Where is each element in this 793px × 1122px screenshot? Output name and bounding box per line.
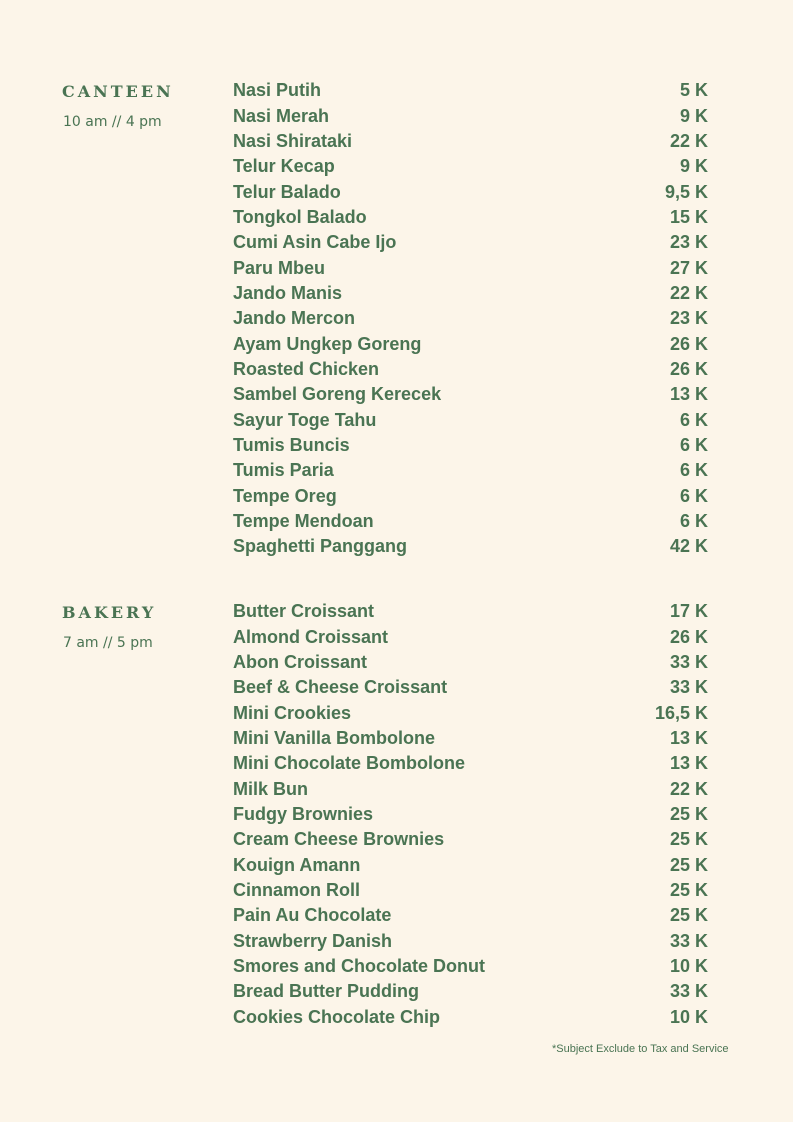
menu-item-name: Milk Bun	[233, 778, 308, 799]
menu-item-name: Jando Manis	[233, 282, 343, 303]
menu-item	[233, 802, 709, 827]
menu-item-name: Cinnamon Roll	[233, 879, 360, 900]
menu-item	[233, 407, 709, 432]
menu-item-price: 27 K	[669, 257, 708, 278]
menu-item	[233, 726, 709, 751]
menu-item-price: 33 K	[669, 981, 708, 1002]
menu-item-price: 25 K	[669, 905, 708, 926]
menu-item	[233, 599, 709, 624]
menu-item	[233, 700, 709, 725]
menu-item-name: Mini Vanilla Bombolone	[233, 727, 436, 748]
menu-item-price: 26 K	[669, 358, 708, 379]
menu-item-name: Kouign Amann	[233, 854, 361, 875]
menu-item-price: 22 K	[669, 282, 708, 303]
menu-item-name: Sayur Toge Tahu	[233, 409, 377, 430]
menu-item-name: Spaghetti Panggang	[233, 536, 408, 557]
bakery-title: BAKERY	[62, 603, 157, 622]
menu-item	[233, 433, 709, 458]
menu-item	[233, 458, 709, 483]
menu-item-price: 33 K	[669, 651, 708, 672]
menu-item-price: 5 K	[679, 80, 708, 101]
menu-item-name: Nasi Putih	[233, 80, 322, 101]
menu-item-price: 25 K	[669, 854, 708, 875]
menu-item-name: Tempe Mendoan	[233, 511, 374, 532]
menu-item-name: Almond Croissant	[233, 626, 389, 647]
menu-item-name: Cookies Chocolate Chip	[233, 1006, 441, 1027]
menu-item-price: 6 K	[679, 511, 708, 532]
menu-item	[233, 954, 709, 979]
menu-item-price: 10 K	[669, 955, 708, 976]
menu-item-price: 42 K	[669, 536, 708, 557]
menu-item-price: 15 K	[669, 206, 708, 227]
menu-item-price: 6 K	[679, 409, 708, 430]
menu-item	[233, 103, 709, 128]
menu-item-price: 9 K	[679, 156, 708, 177]
menu-item	[233, 484, 709, 509]
menu-item-price: 23 K	[669, 308, 708, 329]
menu-item	[233, 509, 709, 534]
menu-item	[233, 534, 709, 559]
canteen-title: CANTEEN	[62, 82, 174, 101]
menu-item-name: Tumis Paria	[233, 460, 334, 481]
menu-item	[233, 154, 709, 179]
menu-item	[233, 306, 709, 331]
menu-item-name: Bread Butter Pudding	[233, 981, 420, 1002]
menu-item-price: 13 K	[669, 727, 708, 748]
menu-item-name: Telur Balado	[233, 181, 341, 202]
menu-item	[233, 675, 709, 700]
menu-item-name: Sambel Goreng Kerecek	[233, 384, 442, 405]
menu-item	[233, 751, 709, 776]
menu-item	[233, 255, 709, 280]
menu-item	[233, 281, 709, 306]
menu-item-price: 9,5 K	[664, 181, 708, 202]
menu-item-name: Pain Au Chocolate	[233, 905, 392, 926]
menu-item	[233, 979, 709, 1004]
menu-item-name: Nasi Shirataki	[233, 130, 353, 151]
menu-item	[233, 928, 709, 953]
menu-item-price: 10 K	[669, 1006, 708, 1027]
menu-item-name: Paru Mbeu	[233, 257, 326, 278]
menu-item-name: Roasted Chicken	[233, 358, 380, 379]
menu-item-price: 9 K	[679, 105, 708, 126]
menu-item-price: 25 K	[669, 829, 708, 850]
menu-item-price: 22 K	[669, 778, 708, 799]
menu-item-price: 26 K	[669, 626, 708, 647]
menu-item-price: 6 K	[679, 434, 708, 455]
menu-item	[233, 827, 709, 852]
menu-item-price: 16,5 K	[654, 702, 708, 723]
menu-item-price: 25 K	[669, 879, 708, 900]
menu-item-name: Nasi Merah	[233, 105, 330, 126]
menu-item-price: 17 K	[669, 601, 708, 622]
tax-footnote: *Subject Exclude to Tax and Service	[552, 1043, 729, 1055]
menu-item	[233, 357, 709, 382]
menu-item-price: 33 K	[669, 930, 708, 951]
menu-item-name: Beef & Cheese Croissant	[233, 677, 448, 698]
menu-item-price: 13 K	[669, 384, 708, 405]
menu-item-name: Tempe Oreg	[233, 485, 337, 506]
menu-item-price: 33 K	[669, 677, 708, 698]
menu-item	[233, 382, 709, 407]
menu-item-price: 6 K	[679, 485, 708, 506]
menu-item	[233, 331, 709, 356]
menu-item	[233, 129, 709, 154]
menu-item-name: Tongkol Balado	[233, 206, 367, 227]
menu-item-price: 25 K	[669, 803, 708, 824]
menu-item	[233, 852, 709, 877]
menu-item-price: 23 K	[669, 232, 708, 253]
menu-item	[233, 179, 709, 204]
menu-item-name: Fudgy Brownies	[233, 803, 374, 824]
menu-item-name: Ayam Ungkep Goreng	[233, 333, 422, 354]
menu-item-name: Tumis Buncis	[233, 434, 350, 455]
menu-item-name: Jando Mercon	[233, 308, 356, 329]
menu-item	[233, 230, 709, 255]
menu-item	[233, 878, 709, 903]
menu-item-name: Mini Chocolate Bombolone	[233, 753, 465, 774]
menu-item	[233, 78, 709, 103]
menu-item-name: Telur Kecap	[233, 156, 335, 177]
menu-item-name: Cumi Asin Cabe Ijo	[233, 232, 397, 253]
menu-item-name: Abon Croissant	[233, 651, 368, 672]
canteen-menu-list	[233, 78, 709, 560]
menu-item-name: Cream Cheese Brownies	[233, 829, 445, 850]
menu-item	[233, 650, 709, 675]
menu-item	[233, 903, 709, 928]
menu-item-name: Mini Crookies	[233, 702, 352, 723]
menu-item-price: 6 K	[679, 460, 708, 481]
menu-item-name: Smores and Chocolate Donut	[233, 955, 486, 976]
menu-item-name: Butter Croissant	[233, 601, 375, 622]
bakery-hours: 7 am // 5 pm	[63, 635, 153, 651]
menu-item-price: 13 K	[669, 753, 708, 774]
menu-item-price: 22 K	[669, 130, 708, 151]
menu-item-name: Strawberry Danish	[233, 930, 393, 951]
menu-item	[233, 1005, 709, 1030]
menu-item	[233, 205, 709, 230]
canteen-hours: 10 am // 4 pm	[63, 114, 162, 130]
bakery-menu-list	[233, 599, 709, 1030]
menu-item	[233, 624, 709, 649]
menu-item	[233, 776, 709, 801]
menu-item-price: 26 K	[669, 333, 708, 354]
